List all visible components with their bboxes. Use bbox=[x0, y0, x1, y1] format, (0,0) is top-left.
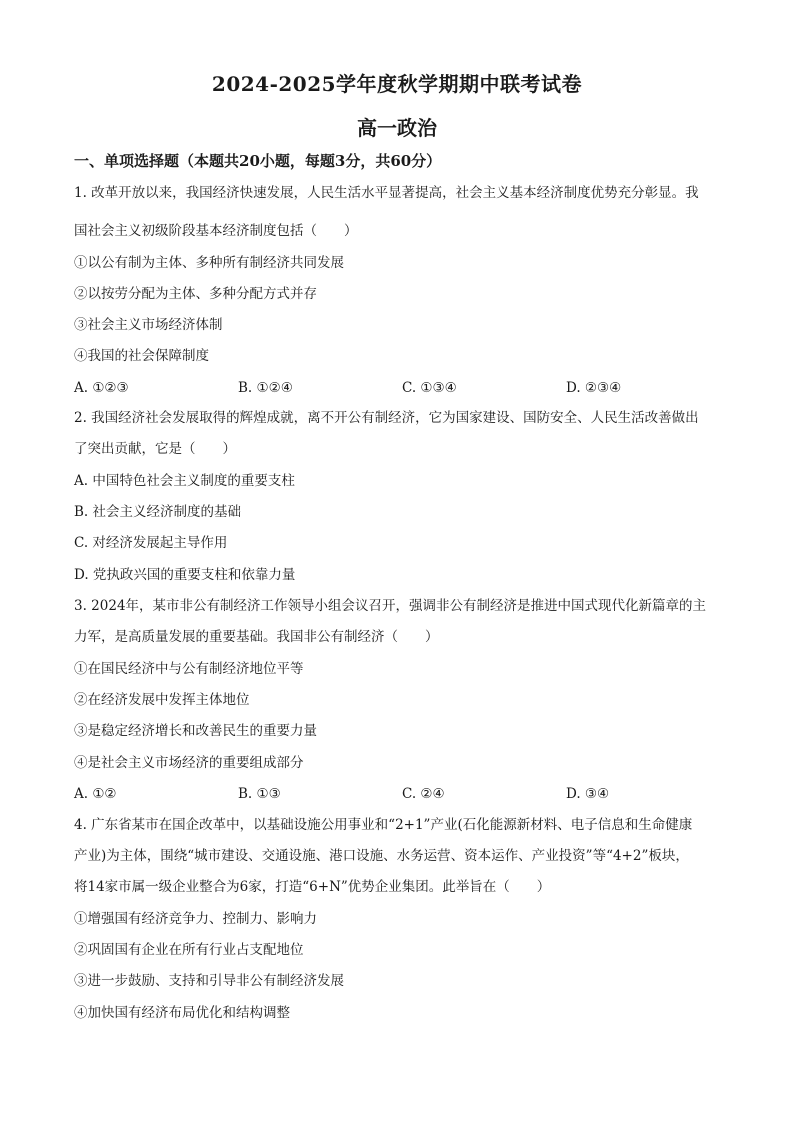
q3-option-d[interactable]: D. ③④ bbox=[566, 786, 610, 802]
q1-option-d[interactable]: D. ②③④ bbox=[566, 380, 622, 396]
q1-stem-line-1: 1. 改革开放以来，我国经济快速发展，人民生活水平显著提高，社会主义基本经济制度优势充分彰显。我 bbox=[74, 185, 699, 201]
q3-option-c[interactable]: C. ②④ bbox=[402, 786, 445, 802]
q3-option-a[interactable]: A. ①② bbox=[74, 786, 117, 802]
q3-item-2: ②在经济发展中发挥主体地位 bbox=[74, 692, 250, 708]
exam-subject: 高一政治 bbox=[357, 116, 437, 140]
q1-item-3: ③社会主义市场经济体制 bbox=[74, 317, 223, 333]
q4-item-4: ④加快国有经济布局优化和结构调整 bbox=[74, 1005, 290, 1021]
q1-item-2: ②以按劳分配为主体、多种分配方式并存 bbox=[74, 286, 317, 302]
section-heading: 一、单项选择题（本题共20小题，每题3分，共60分） bbox=[74, 152, 442, 170]
q4-item-2: ②巩固国有企业在所有行业占支配地位 bbox=[74, 942, 304, 958]
exam-title: 2024-2025学年度秋学期期中联考试卷 bbox=[211, 72, 583, 96]
q3-item-1: ①在国民经济中与公有制经济地位平等 bbox=[74, 661, 304, 677]
q2-choice-b[interactable]: B. 社会主义经济制度的基础 bbox=[74, 504, 242, 520]
q3-option-b[interactable]: B. ①③ bbox=[238, 786, 281, 802]
q3-stem-line-1: 3. 2024年，某市非公有制经济工作领导小组会议召开，强调非公有制经济是推进中国式现代化新篇章的主 bbox=[74, 598, 707, 614]
q1-option-c[interactable]: C. ①③④ bbox=[402, 380, 457, 396]
q4-stem-line-1: 4. 广东省某市在国企改革中，以基础设施公用事业和“2+1”产业(石化能源新材料、电子信息和生命健康 bbox=[74, 817, 693, 833]
q3-options bbox=[74, 785, 734, 803]
q2-stem-line-1: 2. 我国经济社会发展取得的辉煌成就，离不开公有制经济，它为国家建设、国防安全、人民生活改善做出 bbox=[74, 410, 699, 426]
q4-item-3: ③进一步鼓励、支持和引导非公有制经济发展 bbox=[74, 973, 344, 989]
q4-stem-line-2: 产业)为主体，围绕“城市建设、交通设施、港口设施、水务运营、资本运作、产业投资”等“4+2”板块， bbox=[74, 848, 689, 864]
q4-item-1: ①增强国有经济竞争力、控制力、影响力 bbox=[74, 911, 317, 927]
q3-stem-line-2: 力军，是高质量发展的重要基础。我国非公有制经济（ ） bbox=[74, 629, 439, 645]
q2-choice-d[interactable]: D. 党执政兴国的重要支柱和依靠力量 bbox=[74, 567, 296, 583]
q4-stem-line-3: 将14家市属一级企业整合为6家，打造“6+N”优势企业集团。此举旨在（ ） bbox=[74, 879, 551, 895]
q1-option-a[interactable]: A. ①②③ bbox=[74, 380, 129, 396]
q2-stem-line-2: 了突出贡献，它是（ ） bbox=[74, 441, 236, 457]
q1-stem-line-2: 国社会主义初级阶段基本经济制度包括（ ） bbox=[74, 223, 358, 239]
q1-item-1: ①以公有制为主体、多种所有制经济共同发展 bbox=[74, 255, 344, 271]
q1-option-b[interactable]: B. ①②④ bbox=[238, 380, 293, 396]
q1-options bbox=[74, 379, 734, 397]
q3-item-4: ④是社会主义市场经济的重要组成部分 bbox=[74, 755, 304, 771]
q3-item-3: ③是稳定经济增长和改善民生的重要力量 bbox=[74, 723, 317, 739]
q2-choice-a[interactable]: A. 中国特色社会主义制度的重要支柱 bbox=[74, 473, 295, 489]
q2-choice-c[interactable]: C. 对经济发展起主导作用 bbox=[74, 535, 228, 551]
q1-item-4: ④我国的社会保障制度 bbox=[74, 348, 209, 364]
